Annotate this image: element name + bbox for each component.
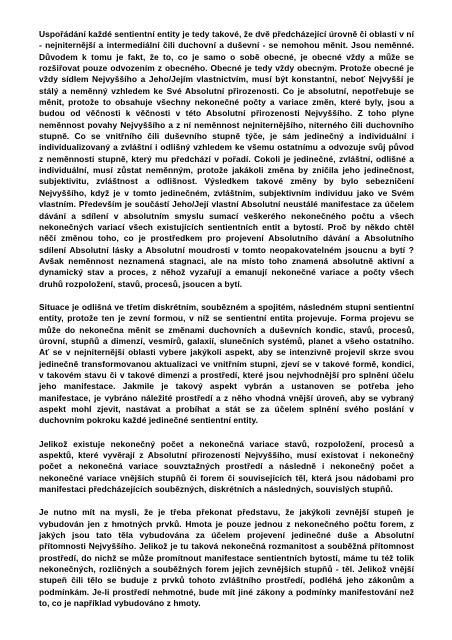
paragraph-1: Uspořádání každé sentientní entity je tedy takové, že dvě předcházející úrovně či oblasti v ní - nejniternější a intermediální čili duchovní a duševní - se nemohou měnit. Jsou neměnné. Důvodem k tomu je fakt, že to, co je samo o sobě obecné, je obecné vždy a může se rozšiřovat pouze odvozením z obecného. Obecné je tedy vždy obecným. Protože obecné je vždy sídlem Nejvyššího a Jeho/Jejím vlastnictvím, musí být konstantní, neboť Nejvyšší je stálý a neměnný vzhledem ke Své Absolutní přirozenosti. Co je absolutní, nepotřebuje se měnit, protože to obsahuje všechny nekonečné počty a variace změn, které byly, jsou a budou od věčnosti k věčnosti v této Absolutní přirozenosti Nejvyššího. Z toho plyne neměnnost povahy Nejvyššího a z ní neměnnost nejniternějšího, niterného čili duchovního stupně. Co se vnitřního čili duševního stupně týče, je sám jedinečný a individuální i individualizovaný a zvláštní i odlišný vzhledem ke všemu ostatnímu a odvozuje svůj původ z neměnnosti stupně, který mu předchází v pořadí. Cokoli je jedinečné, zvláštní, odlišné a individuální, musí zůstat neměnným, protože jakákoli změna by zničila jeho jedinečnost, subjektivitu, zvláštnost a odlišnost. Výsledkem takové změny by bylo sebezničení Nejvyššího, když je v tomto jedinečném, zvláštním, subjektivním individuu jako ve Svém vlastním. Především je součástí Jeho/Její vlastní Absolutní neustálé manifestace za účelem dávání a sdílení v absolutním smyslu sumací veškerého nekonečného počtu a všech nekonečných variací všech existujících sentientních entit a bytostí. Proč by někdo chtěl něčí změnou toho, co je prostředkem pro projevení Absolutního dávání a Absolutního sdílení Absolutní lásky a Absolutní moudrosti v tomto neopakovatelném jsoucnu a bytí ? Avšak neměnnost neznamená stagnaci, ale na místo toho znamená absolutně aktivní a dynamický stav a proces, z něhož vyzařují a emanují nekonečné variace a počty všech druhů rozpoložení, stavů, procesů, jsoucen a bytí. <box>39 29 414 289</box>
paragraph-3: Jelikož existuje nekonečný počet a nekonečná variace stavů, rozpoložení, procesů a aspektů, které vyvěrají z Absolutní přirozenosti Nejvyššího, musí existovat i nekonečný počet a nekonečná variace souvztažných prostředí a následně i nekonečný počet a nekonečné variace vnějších stupňů či forem či souvisejících těl, která jsou nádobami pro manifestaci předcházejících soubězných, diskrétních a následných, souvislých stupňů. <box>39 438 414 495</box>
paragraph-4: Je nutno mít na mysli, že je třeba překonat představu, že jakýkoli zevnější stupeň je vybudován jen z hmotných prvků. Hmota je pouze jednou z nekonečného počtu forem, z jakých jsou tato těla vybudována za účelem projevení jedinečné duše a Absolutní přítomnosti Nejvyššího. Jelikož je tu taková nekonečná rozmanitost a souběžná přítomnost prostředí, do nichž se může promítnout manifestace sentientních bytostí, máme tu též tolik nekonečných, rozličných a souběžných forem jejich zevnějších stupňů - těl. Jelikož vnější stupeň čili tělo se buduje z prvků tohoto zvláštního prostředí, podléhá jeho zákonům a podmínkám. Je-li prostředí nehmotné, bude mít jiné zákony a podmínky manifestování než to, co je například vybudováno z hmoty. <box>39 507 414 609</box>
paragraph-2: Situace je odlišná ve třetím diskrétním, soubězném a spojitém, následném stupni sentientní entity, protože ten je zevní formou, v níž se sentientní entita projevuje. Forma projevu se může do nekonečna měnit se změnami duchovních a duševních kondic, stavů, procesů, úrovní, stupňů a dimenzí, vesmírů, galaxií, slunečních systémů, planet a všeho ostatního. Ať se v nejniternější oblasti vybere jakýkoli aspekt, aby se intenzivně projevil skrze svou jedinečně transformovanou aktualizaci ve vnitřním stupni, zjeví se v takové formě, kondici, v takovém stavu či v takové dimenzi a prostředí, které jsou nejvhodnější pro splnění účelu jeho manifestace. Jakmile je takový aspekt vybrán a ustanoven se potřeba jeho manifestace, je vybráno náležité prostředí a z něho vhodná vnější úroveň, aby se vybraný aspekt mohl zjevit, nastávat a probíhat a stát se za účelem splnění svého poslání v duchovním pokroku každé jedinečné sentientní entity. <box>39 301 414 426</box>
